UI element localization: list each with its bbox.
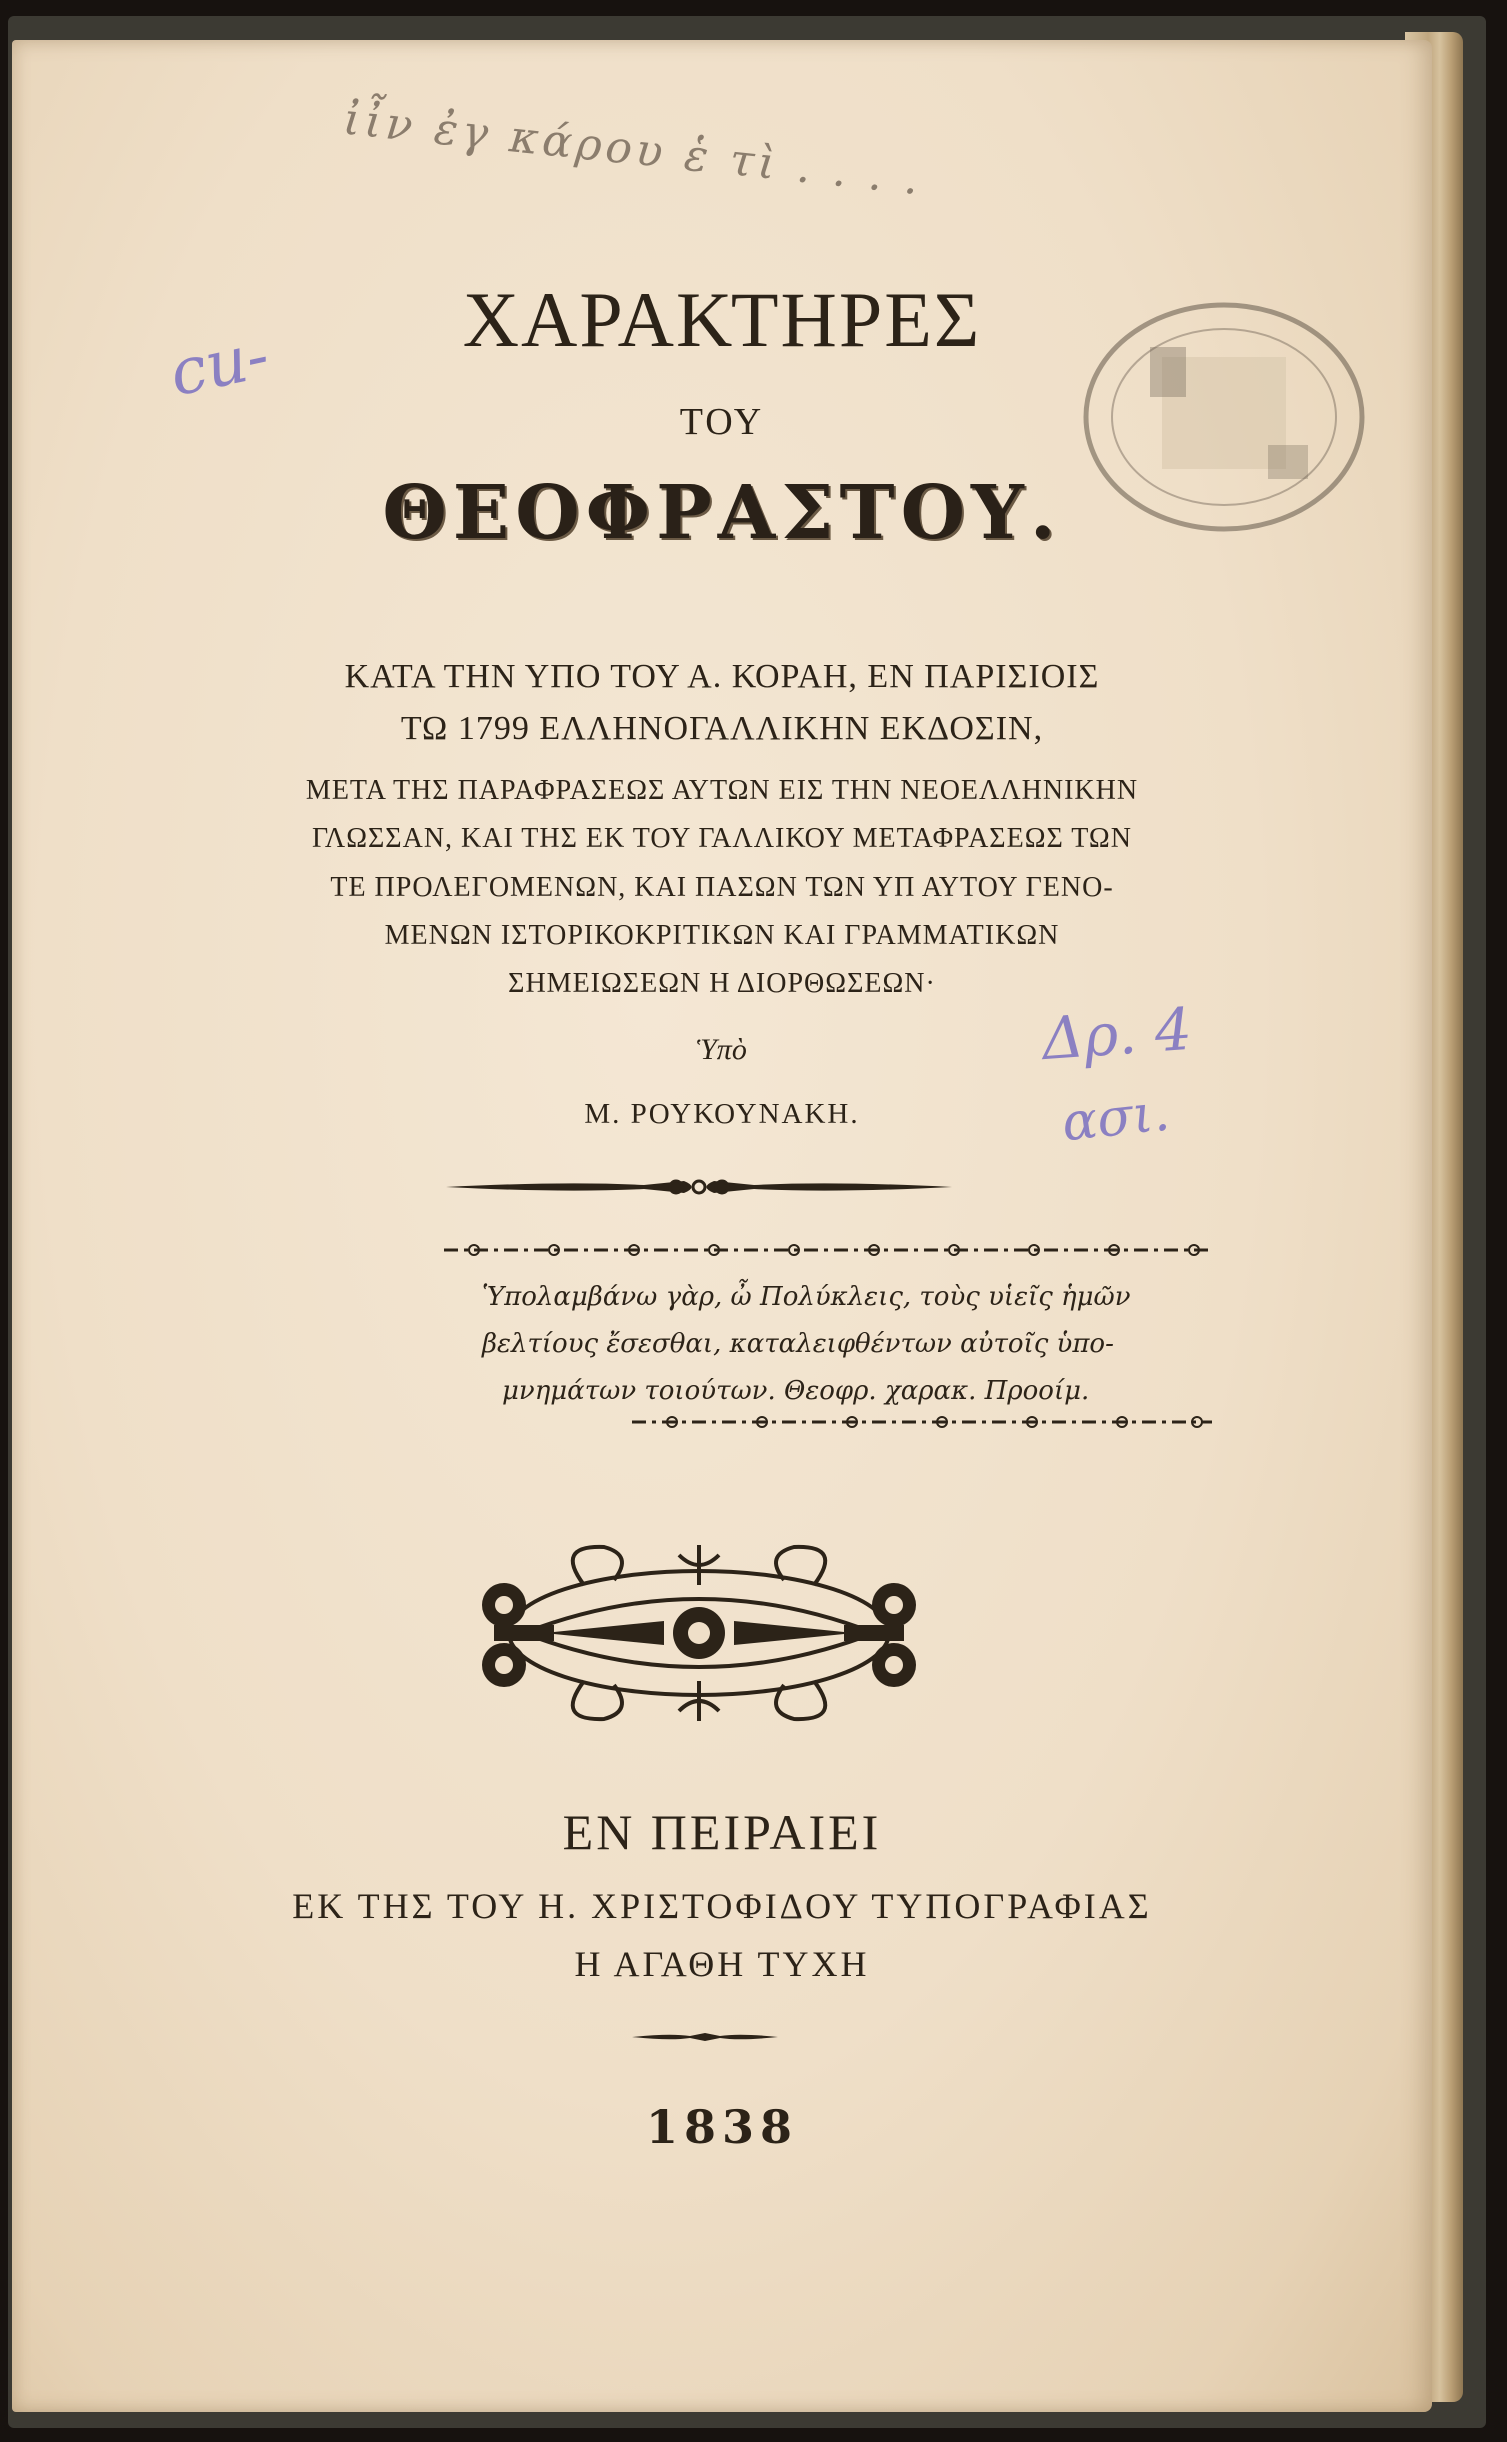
description-line: ΜΕΝΩΝ ΙΣΤΟΡΙΚΟΚΡΙΤΙΚΩΝ ΚΑΙ ΓΡΑΜΜΑΤΙΚΩΝ (384, 920, 1060, 951)
epigraph-line: Ὑπολαμβάνω γὰρ, ὦ Πολύκλεις, τοὺς υἱεῖς ἡμῶν (482, 1282, 1131, 1312)
printers-ornament (464, 1525, 934, 1740)
handwritten-left-mark: cu- (163, 318, 276, 412)
epigraph-line: μνημάτων τοιούτων. Θεοφρ. χαρακ. Προοίμ. (502, 1376, 1090, 1406)
translator-name: Μ. ΡΟΥΚΟΥΝΑΚΗ. (584, 1098, 860, 1130)
decorative-rule (444, 1167, 954, 1207)
description-line: ΤΕ ΠΡΟΛΕΓΟΜΕΝΩΝ, ΚΑΙ ΠΑΣΩΝ ΤΩΝ ΥΠ ΑΥΤΟΥ ΓΕΝΟ- (330, 872, 1114, 903)
handwritten-price-mark: Δρ. 4 (1039, 994, 1194, 1074)
printer-name: Η ΑΓΑΘΗ ΤΥΧΗ (574, 1944, 870, 1984)
book-title: ΧΑΡΑΚΤΗΡΕΣ (462, 276, 982, 363)
ornamental-border-top (444, 1238, 1214, 1262)
description-line: ΣΗΜΕΙΩΣΕΩΝ Η ΔΙΟΡΘΩΣΕΩΝ· (508, 968, 936, 999)
author-name: ΘΕΟΦΡΑΣΤΟΥ. (382, 470, 1062, 556)
handwritten-top-note: ἰἶν ἐγ κάρου ἑ τὶ . . . . (340, 93, 925, 206)
description-line: ΜΕΤΑ ΤΗΣ ΠΑΡΑΦΡΑΣΕΩΣ ΑΥΤΩΝ ΕΙΣ ΤΗΝ ΝΕΟΕΛΛΗΝΙΚΗΝ (305, 775, 1139, 806)
epigraph-line: βελτίους ἔσεσθαι, καταλειφθέντων αὐτοῖς ὑπο- (482, 1329, 1114, 1359)
place-of-publication: ΕΝ ΠΕΙΡΑΙΕΙ (562, 1804, 882, 1860)
printer-line: ΕΚ ΤΗΣ ΤΟΥ Η. ΧΡΙΣΤΟΦΙΔΟΥ ΤΥΠΟΓΡΑΦΙΑΣ (292, 1886, 1152, 1926)
handwritten-note-mark: ασι. (1059, 1082, 1173, 1154)
description-line: ΚΑΤΑ ΤΗΝ ΥΠΟ ΤΟΥ Α. ΚΟΡΑΗ, ΕΝ ΠΑΡΙΣΙΟΙΣ (344, 658, 1100, 695)
title-page (12, 40, 1432, 2412)
publication-year: 1838 (645, 2100, 799, 2154)
ornamental-border-bottom (632, 1410, 1212, 1434)
title-article: ΤΟΥ (679, 401, 765, 443)
by-label: Ὑπὸ (697, 1033, 747, 1066)
description-line: ΤΩ 1799 ΕΛΛΗΝΟΓΑΛΛΙΚΗΝ ΕΚΔΟΣΙΝ, (400, 710, 1044, 747)
description-line: ΓΛΩΣΣΑΝ, ΚΑΙ ΤΗΣ ΕΚ ΤΟΥ ΓΑΛΛΙΚΟΥ ΜΕΤΑΦΡΑΣΕΩΣ ΤΩΝ (312, 823, 1132, 854)
short-rule (630, 2025, 780, 2049)
